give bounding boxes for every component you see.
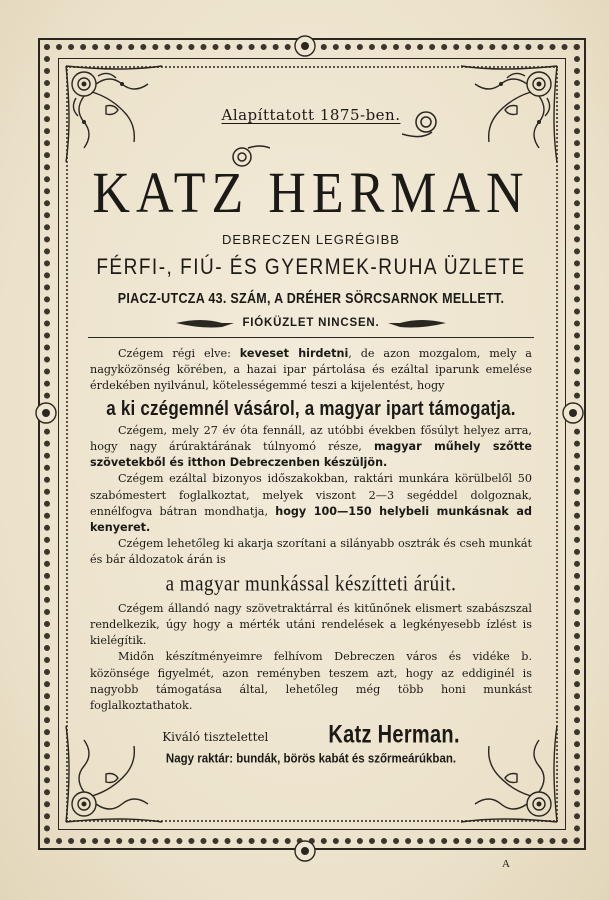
paragraph-1 xyxy=(90,346,532,395)
advertisement-content xyxy=(86,100,536,765)
branch-row xyxy=(86,317,536,329)
p2-emphasis: magyar műhely szőtte szövetekből és itthon Debreczenben készüljön. xyxy=(90,440,532,470)
paragraph-3 xyxy=(90,471,532,536)
company-name: KATZ HERMAN xyxy=(92,161,530,226)
paragraph-6: Midőn készítményeimre felhívom Debreczen város és vidéke b. közönsége figyelmét, azon reményben teszem azt, hogy az eddiginél is nagyobb támogatása által, lehetőleg még több honi munkást foglalkoztathatok. xyxy=(90,650,532,713)
founded-line: Alapíttatott 1875-ben. xyxy=(221,106,401,124)
address-line: PIACZ-UTCZA 43. SZÁM, A DRÉHER SÖRCSARNOK MELLETT. xyxy=(117,289,505,307)
regards-text: Kiváló tisztelettel xyxy=(162,730,269,745)
p2-text-a: Czégem, mely 27 év óta fennáll, az utóbbi években fősúlyt helyez arra, hogy nagy árúraktárának túlnyomó része, xyxy=(90,423,532,454)
p3-text-a: Czégem ezáltal bizonyos időszakokban, raktári munkára körülbelől 50 szabómestert foglalkoztat, melyek viszont 2—3 segéddel dolgoznak, ennélfogva bátran mondhatja, xyxy=(90,472,532,518)
no-branch-notice: FIÓKÜZLET NINCSEN. xyxy=(242,317,380,329)
p1-text-c: , de azon mozgalom, mely a nagyközönség körében, a hazai ipar pártolása és ezáltal iparunk emelése érdekében nyilvánul, kötelességemmé teszi a kijelentést, hogy xyxy=(90,347,532,393)
paragraph-4: Czégem lehetőleg ki akarja szorítani a silányabb osztrák és cseh munkát és bár áldozatok árán is xyxy=(90,537,532,567)
signature: Katz Herman. xyxy=(328,721,460,749)
rosette-icon xyxy=(560,400,586,426)
arrow-ornament-icon xyxy=(388,318,446,328)
divider-rule xyxy=(88,337,534,338)
warehouse-line: Nagy raktár: bundák, börös kabát és szőrmeárúkban. xyxy=(165,752,457,767)
headline-hungarian-workers: a magyar munkással készítteti árúit. xyxy=(165,571,457,597)
body-text xyxy=(86,346,536,714)
subtitle-oldest: DEBRECZEN LEGRÉGIBB xyxy=(222,232,400,247)
p1-emphasis: keveset hirdetni xyxy=(239,347,349,360)
subtitle-clothing-store: FÉRFI-, FIÚ- ÉS GYERMEK-RUHA ÜZLETE xyxy=(96,255,526,280)
p3-emphasis: hogy 100—150 helybeli munkásnak ad kenyeret. xyxy=(90,504,532,535)
rosette-icon xyxy=(292,33,318,59)
paragraph-5: Czégem állandó nagy szövetraktárral és kitűnőnek elismert szabászszal rendelkezik, úgy hogy a mérték utáni rendelések a legkényesebb ízlést is kielégítik. xyxy=(90,601,532,648)
arrow-ornament-icon xyxy=(176,318,234,328)
closing-row xyxy=(86,721,536,749)
headline-support-industry: a ki czégemnél vásárol, a magyar ipart támogatja. xyxy=(106,396,516,420)
swirl-icon xyxy=(402,108,442,138)
page-letter: A xyxy=(502,858,510,870)
p1-text-a: Czégem régi elve: xyxy=(118,347,240,360)
rosette-icon xyxy=(33,400,59,426)
paragraph-2 xyxy=(90,423,532,472)
rosette-icon xyxy=(292,838,318,864)
